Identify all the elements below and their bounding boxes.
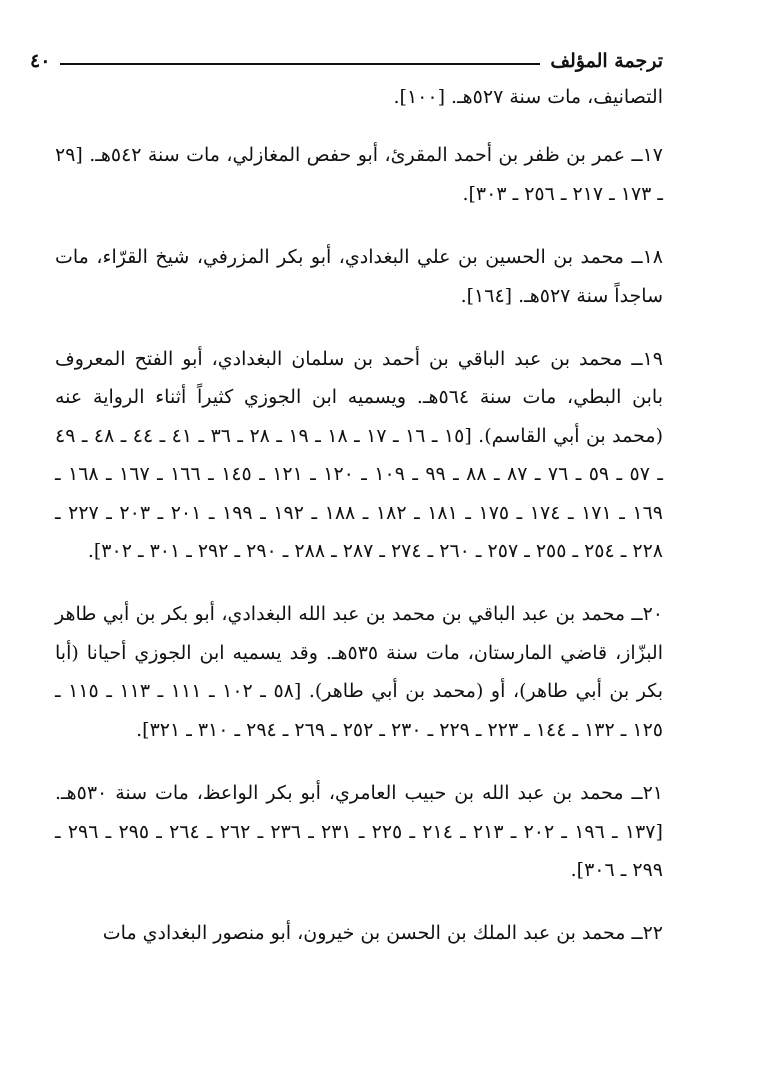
paragraph-continuation: التصانيف، مات سنة ٥٢٧هـ. [١٠٠]. — [393, 86, 663, 108]
entry-20: ٢٠ــ محمد بن عبد الباقي بن محمد بن عبد الله البغدادي، أبو بكر بن أبي طاهر البزّاز، قاضي المارستان، مات سنة ٥٣٥هـ. وقد يسميه ابن الجوزي أحيانا (أبا بكر بن أبي طاهر)، أو (محمد بن أبي طاهر). [٥٨ ـ ١٠٢ ـ ١١١ ـ ١١٣ ـ ١١٥ ـ ١٢٥ ـ ١٣٢ ـ ١٤٤ ـ ٢٢٣ ـ ٢٢٩ ـ ٢٣٠ ـ ٢٥٢ ـ ٢٦٩ ـ ٢٩٤ ـ ٣١٠ ـ ٣٢١]. — [55, 603, 664, 741]
entry-22: ٢٢ــ محمد بن عبد الملك بن الحسن بن خيرون، أبو منصور البغدادي مات — [102, 922, 663, 945]
entry-19: ١٩ــ محمد بن عبد الباقي بن أحمد بن سلمان البغدادي، أبو الفتح المعروف بابن البطي، مات سنة ٥٦٤هـ. ويسميه ابن الجوزي كثيراً أثناء الرواية عنه (محمد بن أبي القاسم). [١٥ ـ ١٦ ـ ١٧ ـ ١٨ ـ ١٩ ـ ٢٨ ـ ٣٦ ـ ٤١ ـ ٤٤ ـ ٤٨ ـ ٤٩ ـ ٥٧ ـ ٥٩ ـ ٧٦ ـ ٨٧ ـ ٨٨ ـ ٩٩ ـ ١٠٩ ـ ١٢٠ ـ ١٢١ ـ ١٤٥ ـ ١٦٦ ـ ١٦٧ ـ ١٦٨ ـ ١٦٩ ـ ١٧١ ـ ١٧٤ ـ ١٧٥ ـ ١٨١ ـ ١٨٢ ـ ١٨٨ ـ ١٩٢ ـ ١٩٩ ـ ٢٠١ ـ ٢٠٣ ـ ٢٢٧ ـ ٢٢٨ ـ ٢٥٤ ـ ٢٥٥ ـ ٢٥٧ ـ ٢٦٠ ـ ٢٧٤ ـ ٢٨٧ ـ ٢٨٨ ـ ٢٩٠ ـ ٢٩٢ ـ ٣٠١ ـ ٣٠٢]. — [55, 348, 664, 563]
header-title: ترجمة المؤلف — [550, 50, 663, 72]
running-header — [30, 38, 663, 72]
header-rule — [60, 63, 540, 65]
page-number: ٤٠ — [30, 50, 51, 72]
entry-18: ١٨ــ محمد بن الحسين بن علي البغدادي، أبو بكر المزرفي، شيخ القرّاء، مات ساجداً سنة ٥٢٧هـ. [١٦٤]. — [55, 246, 663, 307]
entry-17: ١٧ــ عمر بن ظفر بن أحمد المقرئ، أبو حفص المغازلي، مات سنة ٥٤٢هـ. [٢٩ ـ ١٧٣ ـ ٢١٧ ـ ٢٥٦ ـ ٣٠٣]. — [55, 144, 664, 205]
page-body — [55, 78, 663, 978]
entry-21: ٢١ــ محمد بن عبد الله بن حبيب العامري، أبو بكر الواعظ، مات سنة ٥٣٠هـ. [١٣٧ ـ ١٩٦ ـ ٢٠٢ ـ ٢١٣ ـ ٢١٤ ـ ٢٢٥ ـ ٢٣١ ـ ٢٣٦ ـ ٢٦٢ ـ ٢٦٤ ـ ٢٩٥ ـ ٢٩٦ ـ ٢٩٩ ـ ٣٠٦]. — [55, 782, 663, 881]
